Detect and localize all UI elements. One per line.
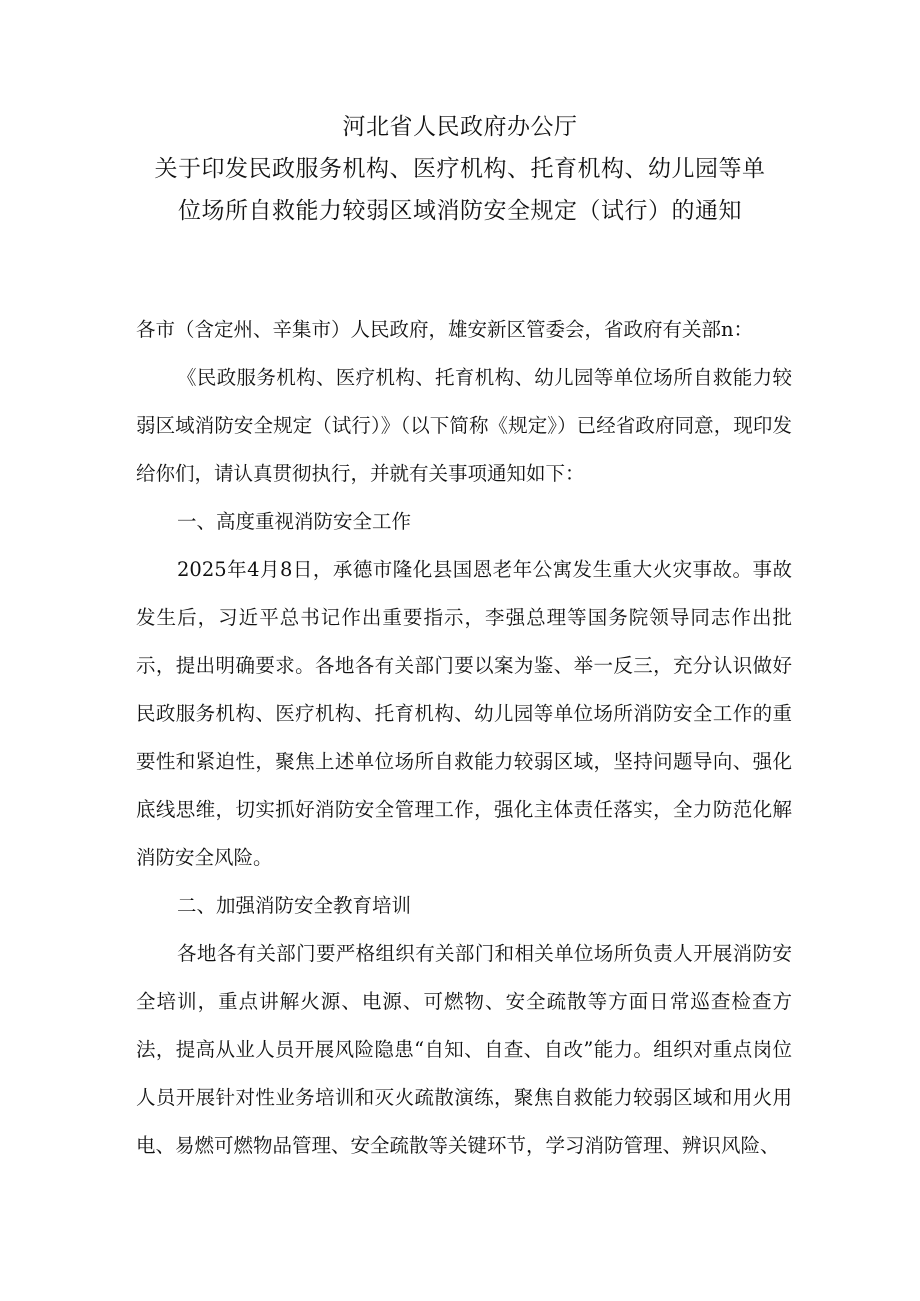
section-heading-2: 二、加强消防安全教育培训 (177, 894, 412, 917)
salutation: 各市（含定州、辛集市）人民政府，雄安新区管委会，省政府有关部n： (136, 318, 754, 341)
section-paragraph-1: 2025年4月8日，承德市隆化县国恩老年公寓发生重大火灾事故。事故发生后，习近平总书记作出重要指示，李强总理等国务院领导同志作出批示，提出明确要求。各地各有关部门要以案为鉴、举一反三，充分认识做好民政服务机构、医疗机构、托育机构、幼儿园等单位场所消防安全工作的重要性和紧迫性，聚焦上述单位场所自救能力较弱区域，坚持问题导向、强化底线思维，切实抓好消防安全管理工作，强化主体责任落实，全力防范化解消防安全风险。 (136, 558, 792, 869)
title-line-subject-2: 位场所自救能力较弱区域消防安全规定（试行）的通知 (178, 198, 742, 224)
section-heading-1: 一、高度重视消防安全工作 (177, 510, 412, 533)
document-body (136, 306, 792, 1170)
title-line-issuer: 河北省人民政府办公厅 (342, 114, 578, 140)
document-title (0, 106, 920, 232)
section-paragraph-2: 各地各有关部门要严格组织有关部门和相关单位场所负责人开展消防安全培训，重点讲解火源、电源、可燃物、安全疏散等方面日常巡查检查方法，提高从业人员开展风险隐患“自知、自查、自改”能力。组织对重点岗位人员开展针对性业务培训和灭火疏散演练，聚焦自救能力较弱区域和用火用电、易燃可燃物品管理、安全疏散等关键环节，学习消防管理、辨识风险、 (136, 942, 792, 1157)
intro-paragraph: 《民政服务机构、医疗机构、托育机构、幼儿园等单位场所自救能力较弱区域消防安全规定（试行）》（以下简称《规定》）已经省政府同意，现印发给你们，请认真贯彻执行，并就有关事项通知如下： (136, 366, 792, 485)
title-line-subject-1: 关于印发民政服务机构、医疗机构、托育机构、幼儿园等单 (154, 156, 766, 182)
